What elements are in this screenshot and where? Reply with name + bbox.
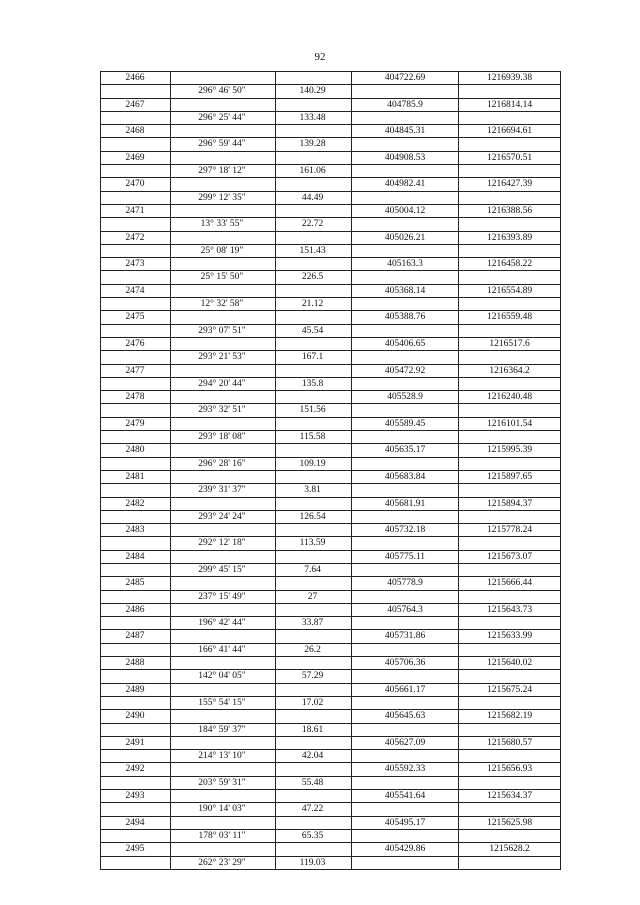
x-coordinate: 405495.17 xyxy=(384,817,426,828)
segment-row xyxy=(101,803,560,816)
x-coordinate: 404908.53 xyxy=(384,152,426,163)
bearing-angle: 25° 08' 19" xyxy=(200,245,244,256)
bearing-angle: 293° 24' 24" xyxy=(198,511,246,522)
y-coordinate: 1215897.65 xyxy=(486,471,533,482)
segment-distance: 115.58 xyxy=(299,432,326,443)
x-coordinate: 405004.12 xyxy=(384,205,426,216)
segment-distance: 47.22 xyxy=(301,804,324,815)
point-row xyxy=(101,178,560,191)
y-coordinate: 1216240.48 xyxy=(486,392,533,403)
point-id: 2489 xyxy=(125,684,145,695)
bearing-angle: 299° 12' 35" xyxy=(198,192,246,203)
bearing-angle: 190° 14' 03" xyxy=(198,804,246,815)
point-row xyxy=(101,604,560,617)
segment-distance: 65.35 xyxy=(301,830,324,841)
point-id: 2494 xyxy=(125,817,145,828)
point-row xyxy=(101,710,560,723)
x-coordinate: 404845.31 xyxy=(384,126,426,137)
bearing-angle: 166° 41' 44" xyxy=(198,644,246,655)
segment-row xyxy=(101,112,560,125)
point-row xyxy=(101,152,560,165)
point-id: 2491 xyxy=(125,737,145,748)
bearing-angle: 196° 42' 44" xyxy=(198,618,246,629)
segment-distance: 151.43 xyxy=(299,245,326,256)
segment-row xyxy=(101,271,560,284)
point-row xyxy=(101,338,560,351)
segment-distance: 18.61 xyxy=(301,724,324,735)
point-id: 2479 xyxy=(125,418,145,429)
x-coordinate: 405706.36 xyxy=(384,658,426,669)
point-id: 2466 xyxy=(125,73,145,83)
y-coordinate: 1215656.93 xyxy=(486,764,533,775)
segment-row xyxy=(101,697,560,710)
bearing-angle: 296° 59' 44" xyxy=(198,139,246,150)
segment-distance: 109.19 xyxy=(299,458,326,469)
segment-distance: 44.49 xyxy=(301,192,324,203)
point-id: 2483 xyxy=(125,525,145,536)
segment-distance: 22.72 xyxy=(301,219,324,230)
y-coordinate: 1215643.73 xyxy=(486,604,533,615)
x-coordinate: 405683.84 xyxy=(384,471,426,482)
segment-row xyxy=(101,351,560,364)
point-id: 2486 xyxy=(125,604,145,615)
point-row xyxy=(101,551,560,564)
y-coordinate: 1215675.24 xyxy=(486,684,533,695)
segment-distance: 7.64 xyxy=(304,564,321,575)
segment-row xyxy=(101,378,560,391)
y-coordinate: 1216554.89 xyxy=(486,285,533,296)
x-coordinate: 405406.65 xyxy=(384,338,426,349)
point-row xyxy=(101,524,560,537)
segment-distance: 42.04 xyxy=(301,751,324,762)
point-row xyxy=(101,471,560,484)
bearing-angle: 297° 18' 12" xyxy=(198,166,246,177)
point-id: 2485 xyxy=(125,578,145,589)
page-number: 92 xyxy=(314,51,326,63)
y-coordinate: 1216559.48 xyxy=(486,312,533,323)
segment-row xyxy=(101,298,560,311)
x-coordinate: 405661.17 xyxy=(384,684,426,695)
point-id: 2476 xyxy=(125,338,145,349)
bearing-angle: 178° 03' 11" xyxy=(198,830,246,841)
segment-distance: 57.29 xyxy=(301,671,324,682)
x-coordinate: 405163.3 xyxy=(387,259,423,270)
y-coordinate: 1216458.22 xyxy=(486,259,533,270)
y-coordinate: 1215640.02 xyxy=(486,658,533,669)
bearing-angle: 299° 45' 15" xyxy=(198,564,246,575)
point-id: 2480 xyxy=(125,445,145,456)
segment-row xyxy=(101,404,560,417)
segment-distance: 133.48 xyxy=(299,112,326,123)
segment-row xyxy=(101,85,560,98)
x-coordinate: 405472.92 xyxy=(384,365,426,376)
point-row xyxy=(101,365,560,378)
point-row xyxy=(101,258,560,271)
bearing-angle: 293° 07' 51" xyxy=(198,325,246,336)
segment-distance: 139.28 xyxy=(299,139,326,150)
point-row xyxy=(101,790,560,803)
point-row xyxy=(101,418,560,431)
point-row xyxy=(101,684,560,697)
segment-distance: 113.59 xyxy=(299,538,326,549)
y-coordinate: 1216694.61 xyxy=(486,126,533,137)
x-coordinate: 404722.69 xyxy=(384,73,426,83)
segment-distance: 17.02 xyxy=(301,697,324,708)
y-coordinate: 1215995.39 xyxy=(486,445,533,456)
point-id: 2467 xyxy=(125,99,145,110)
bearing-angle: 293° 32' 51" xyxy=(198,405,246,416)
point-id: 2477 xyxy=(125,365,145,376)
point-row xyxy=(101,285,560,298)
y-coordinate: 1216427.39 xyxy=(486,179,533,190)
segment-distance: 21.12 xyxy=(301,299,324,310)
bearing-angle: 296° 25' 44" xyxy=(198,112,246,123)
segment-row xyxy=(101,724,560,737)
segment-distance: 55.48 xyxy=(301,777,324,788)
y-coordinate: 1215894.37 xyxy=(486,498,533,509)
x-coordinate: 405635.17 xyxy=(384,445,426,456)
point-row xyxy=(101,737,560,750)
x-coordinate: 405732.18 xyxy=(384,525,426,536)
point-id: 2482 xyxy=(125,498,145,509)
x-coordinate: 405429.86 xyxy=(384,844,426,855)
segment-row xyxy=(101,245,560,258)
y-coordinate: 1216570.51 xyxy=(486,152,533,163)
bearing-angle: 155° 54' 15" xyxy=(198,697,246,708)
y-coordinate: 1215680.57 xyxy=(486,737,533,748)
segment-row xyxy=(101,564,560,577)
bearing-angle: 237° 15' 49" xyxy=(198,591,246,602)
x-coordinate: 405764.3 xyxy=(387,604,423,615)
segment-row xyxy=(101,218,560,231)
point-row xyxy=(101,630,560,643)
segment-distance: 135.8 xyxy=(301,378,324,389)
point-row xyxy=(101,205,560,218)
segment-row xyxy=(101,857,560,870)
y-coordinate: 1215625.98 xyxy=(486,817,533,828)
point-id: 2488 xyxy=(125,658,145,669)
y-coordinate: 1215633.99 xyxy=(486,631,533,642)
bearing-angle: 296° 28' 16" xyxy=(198,458,246,469)
segment-row xyxy=(101,777,560,790)
bearing-angle: 293° 18' 08" xyxy=(198,432,246,443)
segment-row xyxy=(101,511,560,524)
point-id: 2487 xyxy=(125,631,145,642)
segment-row xyxy=(101,670,560,683)
segment-row xyxy=(101,431,560,444)
point-row xyxy=(101,391,560,404)
segment-distance: 226.5 xyxy=(301,272,324,283)
point-row xyxy=(101,577,560,590)
y-coordinate: 1216814.14 xyxy=(486,99,533,110)
y-coordinate: 1215778.24 xyxy=(486,525,533,536)
point-id: 2469 xyxy=(125,152,145,163)
bearing-angle: 294° 20' 44" xyxy=(198,378,246,389)
bearing-angle: 214° 13' 10" xyxy=(198,751,246,762)
bearing-angle: 262° 23' 29" xyxy=(198,857,246,868)
point-id: 2473 xyxy=(125,259,145,270)
segment-distance: 3.81 xyxy=(304,485,321,496)
y-coordinate: 1216393.89 xyxy=(486,232,533,243)
point-row xyxy=(101,817,560,830)
point-id: 2468 xyxy=(125,126,145,137)
bearing-angle: 292° 12' 18" xyxy=(198,538,246,549)
segment-distance: 161.06 xyxy=(299,166,326,177)
segment-distance: 167.1 xyxy=(301,352,324,363)
point-row xyxy=(101,498,560,511)
x-coordinate: 405541.64 xyxy=(384,791,426,802)
point-id: 2474 xyxy=(125,285,145,296)
bearing-angle: 142° 04' 05" xyxy=(198,671,246,682)
segment-row xyxy=(101,591,560,604)
bearing-angle: 25° 15' 50" xyxy=(200,272,244,283)
segment-distance: 45.54 xyxy=(301,325,324,336)
segment-distance: 27 xyxy=(307,591,318,602)
segment-distance: 126.54 xyxy=(299,511,326,522)
segment-row xyxy=(101,458,560,471)
y-coordinate: 1215634.37 xyxy=(486,791,533,802)
bearing-angle: 239° 31' 37" xyxy=(198,485,246,496)
point-id: 2490 xyxy=(125,711,145,722)
bearing-angle: 296° 46' 50" xyxy=(198,86,246,97)
x-coordinate: 404785.9 xyxy=(387,99,423,110)
point-id: 2478 xyxy=(125,392,145,403)
y-coordinate: 1215666.44 xyxy=(486,578,533,589)
y-coordinate: 1216101.54 xyxy=(486,418,533,429)
segment-row xyxy=(101,750,560,763)
segment-distance: 119.03 xyxy=(299,857,326,868)
x-coordinate: 405368.14 xyxy=(384,285,426,296)
y-coordinate: 1216517.6 xyxy=(489,338,530,349)
point-row xyxy=(101,232,560,245)
segment-row xyxy=(101,192,560,205)
y-coordinate: 1216364.2 xyxy=(489,365,530,376)
bearing-angle: 13° 33' 55" xyxy=(200,219,244,230)
segment-row xyxy=(101,830,560,843)
coordinates-table xyxy=(100,71,561,870)
point-id: 2484 xyxy=(125,551,145,562)
x-coordinate: 404982.41 xyxy=(384,179,426,190)
segment-row xyxy=(101,644,560,657)
point-row xyxy=(101,99,560,112)
y-coordinate: 1215673.07 xyxy=(486,551,533,562)
segment-row xyxy=(101,617,560,630)
y-coordinate: 1215682.19 xyxy=(486,711,533,722)
x-coordinate: 405778.9 xyxy=(387,578,423,589)
x-coordinate: 405731.86 xyxy=(384,631,426,642)
point-id: 2472 xyxy=(125,232,145,243)
x-coordinate: 405627.09 xyxy=(384,737,426,748)
point-id: 2475 xyxy=(125,312,145,323)
point-id: 2471 xyxy=(125,205,145,216)
x-coordinate: 405681.91 xyxy=(384,498,426,509)
point-id: 2493 xyxy=(125,791,145,802)
bearing-angle: 203° 59' 31" xyxy=(198,777,246,788)
x-coordinate: 405589.45 xyxy=(384,418,426,429)
point-row xyxy=(101,125,560,138)
segment-distance: 151.56 xyxy=(299,405,326,416)
point-row xyxy=(101,72,560,85)
bearing-angle: 12° 32' 58" xyxy=(200,299,244,310)
point-id: 2470 xyxy=(125,179,145,190)
x-coordinate: 405388.76 xyxy=(384,312,426,323)
point-row xyxy=(101,444,560,457)
segment-row xyxy=(101,325,560,338)
y-coordinate: 1216388.56 xyxy=(486,205,533,216)
point-row xyxy=(101,311,560,324)
bearing-angle: 184° 59' 37" xyxy=(198,724,246,735)
bearing-angle: 293° 21' 53" xyxy=(198,352,246,363)
x-coordinate: 405775.11 xyxy=(384,551,426,562)
point-id: 2495 xyxy=(125,844,145,855)
segment-distance: 33.87 xyxy=(301,618,324,629)
segment-distance: 26.2 xyxy=(304,644,321,655)
segment-row xyxy=(101,138,560,151)
segment-distance: 140.29 xyxy=(299,86,326,97)
point-id: 2492 xyxy=(125,764,145,775)
x-coordinate: 405592.33 xyxy=(384,764,426,775)
y-coordinate: 1215628.2 xyxy=(489,844,530,855)
point-id: 2481 xyxy=(125,471,145,482)
point-row xyxy=(101,843,560,856)
segment-row xyxy=(101,537,560,550)
x-coordinate: 405528.9 xyxy=(387,392,423,403)
x-coordinate: 405026.21 xyxy=(384,232,426,243)
point-row xyxy=(101,763,560,776)
point-row xyxy=(101,657,560,670)
x-coordinate: 405645.63 xyxy=(384,711,426,722)
segment-row xyxy=(101,165,560,178)
segment-row xyxy=(101,484,560,497)
y-coordinate: 1216939.38 xyxy=(486,73,533,83)
